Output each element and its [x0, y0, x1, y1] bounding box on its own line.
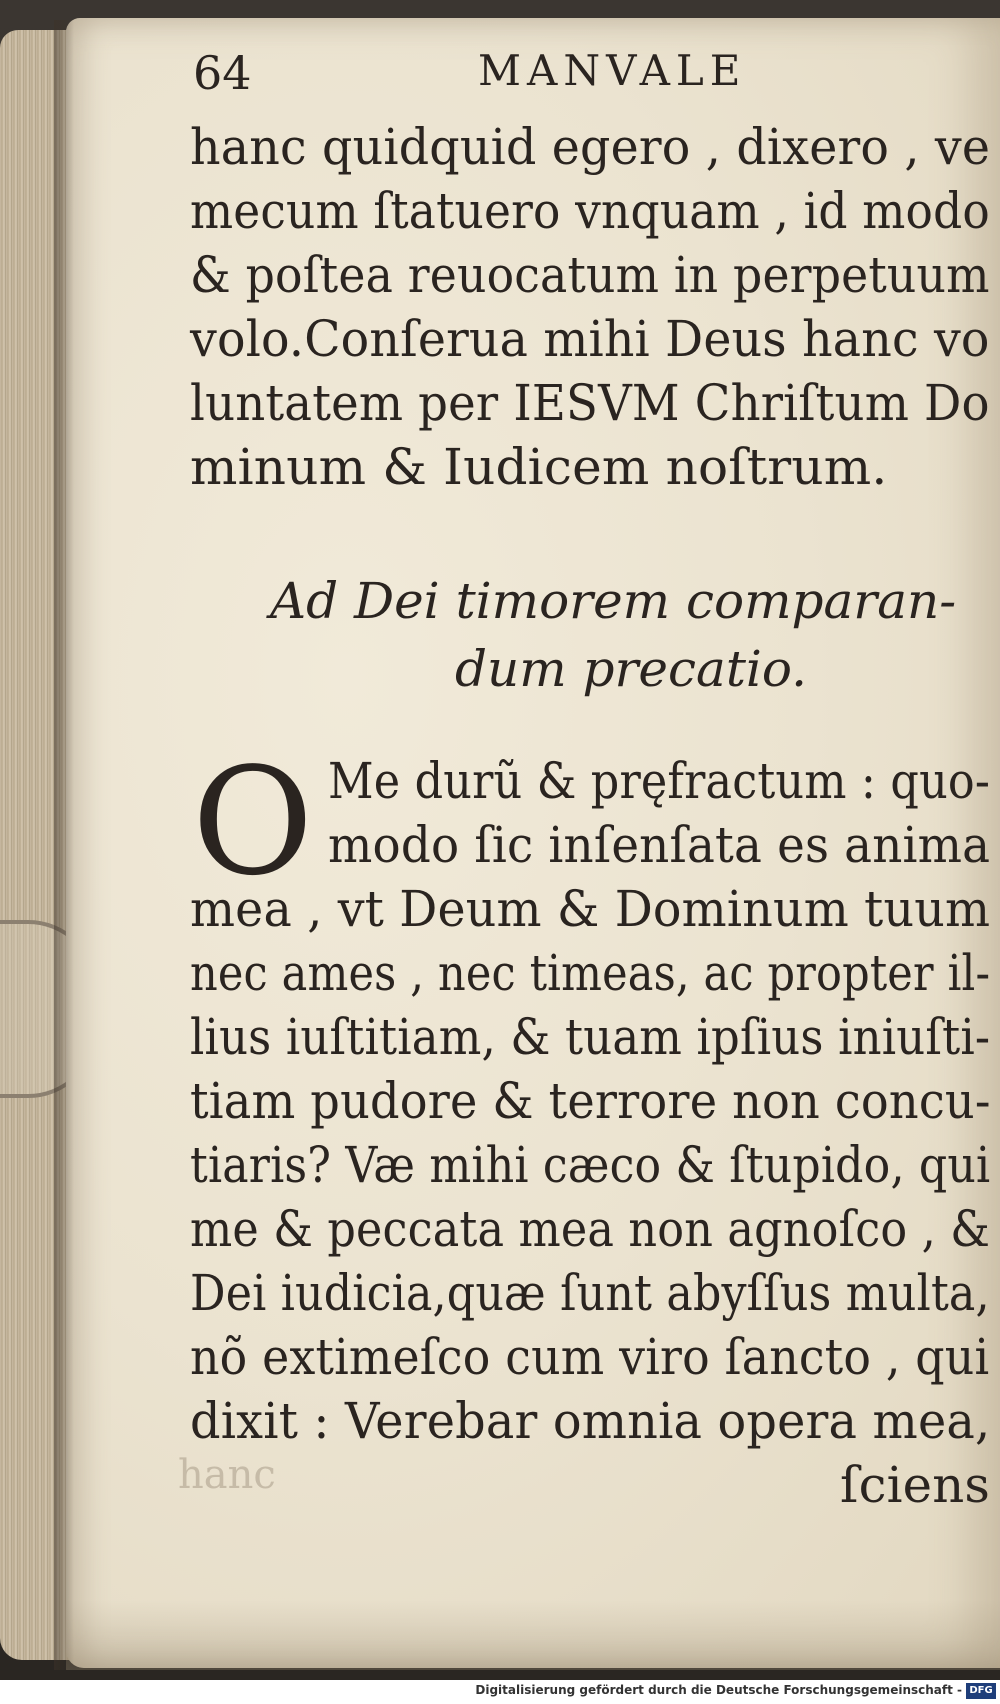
text-line: nec ames , nec timeas, ac propter il-: [190, 944, 991, 1002]
text-line: Me durũ & pręfractum : quo-: [328, 752, 991, 810]
running-title: MANVALE: [478, 46, 747, 95]
text-line: mecum ſtatuero vnquam , id modo: [190, 182, 990, 240]
show-through-text: hanc: [178, 1452, 276, 1498]
text-line: mea , vt Deum & Dominum tuum: [190, 880, 991, 938]
digitization-footer: [0, 1680, 1000, 1704]
text-line: dixit : Verebar omnia opera mea,: [190, 1392, 991, 1450]
text-line: Dei iudicia,quæ ſunt abyſſus multa,: [190, 1264, 990, 1322]
text-line: tiaris? Væ mihi cæco & ſtupido, qui: [190, 1136, 991, 1194]
drop-cap: O: [192, 736, 314, 908]
section-heading-line-1: Ad Dei timorem comparan-: [270, 572, 957, 630]
catchword: ſciens: [840, 1456, 991, 1514]
text-line: & poſtea reuocatum in perpetuum: [190, 246, 990, 304]
text-line: luntatem per IESVM Chriſtum Do: [190, 374, 990, 432]
text-line: nõ extimeſco cum viro ſancto , qui: [190, 1328, 990, 1386]
text-line: volo.Conſerua mihi Deus hanc vo: [190, 310, 990, 368]
dfg-logo: DFG: [966, 1683, 996, 1699]
funding-credit: Digitalisierung gefördert durch die Deutsche Forschungsgemeinschaft -: [475, 1683, 962, 1697]
text-line: hanc quidquid egero , dixero , ve: [190, 118, 991, 176]
text-line: modo ſic inſenſata es anima: [328, 816, 991, 874]
section-heading-line-2: dum precatio.: [455, 640, 808, 698]
text-line: tiam pudore & terrore non concu-: [190, 1072, 991, 1130]
text-line: minum & Iudicem noſtrum.: [190, 438, 888, 496]
text-line: lius iuſtitiam, & tuam ipſius iniuſti-: [190, 1008, 991, 1066]
page-number: 64: [193, 46, 252, 100]
text-line: me & peccata mea non agnoſco , &: [190, 1200, 991, 1258]
